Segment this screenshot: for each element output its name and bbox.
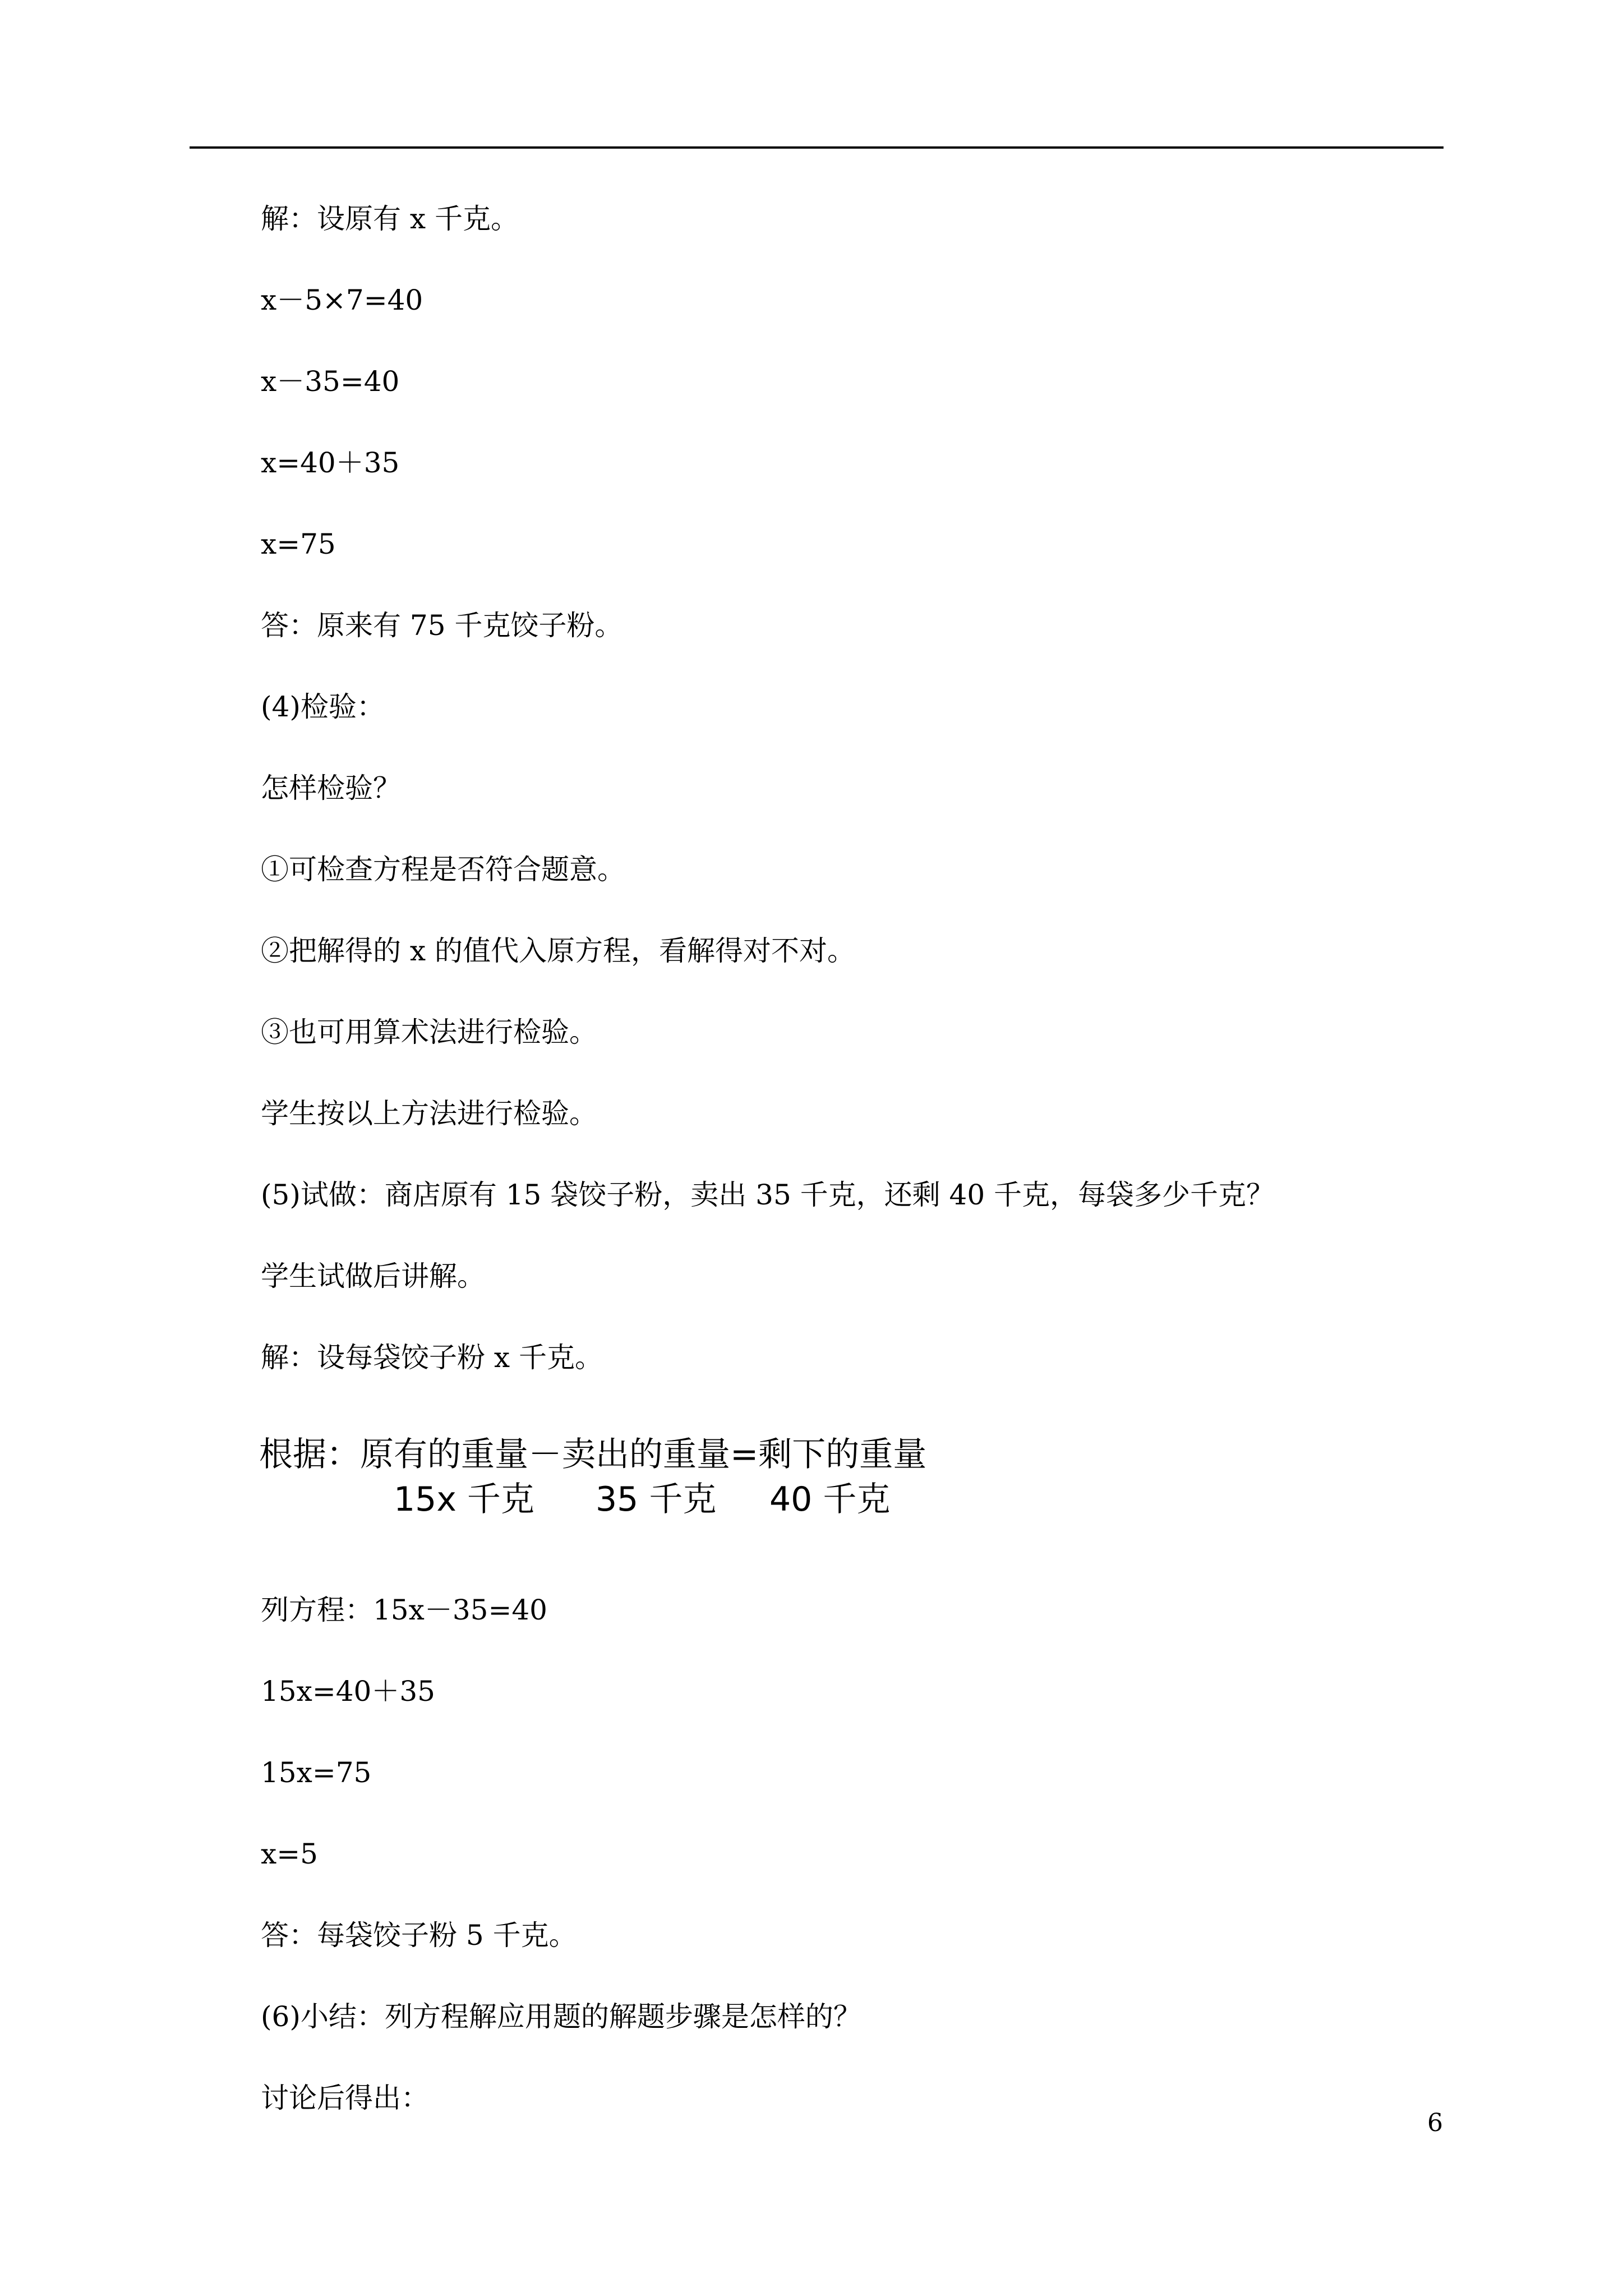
text-line: 列方程：15x－35=40 [261,1594,547,1626]
page-number: 6 [1427,2109,1443,2137]
text-line: 学生按以上方法进行检验。 [261,1097,597,1130]
text-line: 怎样检验？ [261,772,401,804]
header-rule [190,146,1444,149]
text-line: 讨论后得出： [261,2082,429,2114]
text-line: 答：每袋饺子粉 5 千克。 [261,1919,577,1952]
text-line: x=75 [261,528,336,560]
text-line: 学生试做后讲解。 [261,1260,485,1292]
text-line: x－5×7=40 [261,284,423,316]
text-line: x－35=40 [261,365,400,398]
text-line: (4)检验： [261,691,385,723]
text-line: 15x=40＋35 [261,1675,435,1708]
text-line: 解：设每袋饺子粉 x 千克。 [261,1341,603,1374]
text-line: 答：原来有 75 千克饺子粉。 [261,609,623,642]
relation-item-remaining: 40 千克 [769,1480,891,1519]
text-line: ①可检查方程是否符合题意。 [261,853,625,886]
relation-text: 根据：原有的重量－卖出的重量=剩下的重量 [259,1435,927,1474]
text-line: x=40＋35 [261,447,400,479]
text-line: (5)试做：商店原有 15 袋饺子粉，卖出 35 千克，还剩 40 千克，每袋多少千克？ [261,1179,1275,1211]
text-line: 解：设原有 x 千克。 [261,203,519,235]
text-line: ②把解得的 x 的值代入原方程，看解得对不对。 [261,935,855,967]
relation-item-sold: 35 千克 [596,1480,717,1519]
text-line: ③也可用算术法进行检验。 [261,1016,597,1048]
text-line: (6)小结：列方程解应用题的解题步骤是怎样的？ [261,2000,861,2033]
text-line: 15x=75 [261,1756,372,1789]
text-line: x=5 [261,1838,318,1870]
relation-figure [259,1435,932,1530]
relation-item-original: 15x 千克 [394,1480,534,1519]
